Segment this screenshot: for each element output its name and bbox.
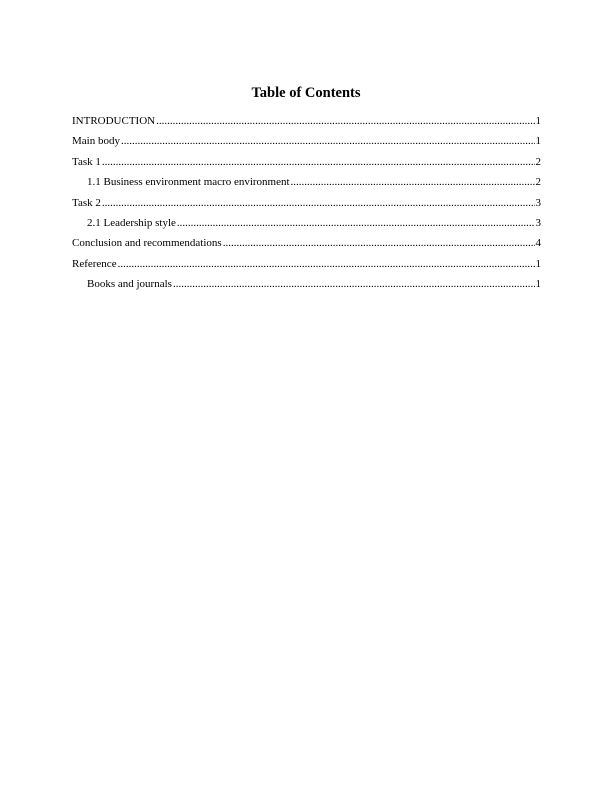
toc-entry-label: Conclusion and recommendations bbox=[72, 237, 222, 250]
toc-entry-page-number: 3 bbox=[535, 196, 541, 209]
toc-entry-label: Reference bbox=[72, 257, 117, 270]
dot-leader bbox=[102, 196, 535, 210]
toc-entry-label: 2.1 Leadership style bbox=[87, 216, 176, 229]
toc-entry-page-number: 4 bbox=[535, 237, 541, 250]
toc-entry-main-body[interactable] bbox=[72, 134, 541, 154]
dot-leader bbox=[102, 155, 535, 169]
toc-entry-conclusion[interactable] bbox=[72, 236, 541, 256]
toc-entry-business-environment[interactable] bbox=[72, 175, 541, 195]
toc-entry-leadership-style[interactable] bbox=[72, 216, 541, 236]
dot-leader bbox=[156, 114, 534, 128]
table-of-contents bbox=[72, 114, 541, 298]
dot-leader bbox=[177, 216, 535, 230]
toc-entry-page-number: 1 bbox=[535, 278, 541, 291]
dot-leader bbox=[118, 257, 535, 271]
toc-entry-page-number: 2 bbox=[535, 176, 541, 189]
toc-entry-page-number: 2 bbox=[535, 155, 541, 168]
dot-leader bbox=[173, 277, 535, 291]
dot-leader bbox=[291, 175, 535, 189]
dot-leader bbox=[223, 236, 535, 250]
toc-entry-reference[interactable] bbox=[72, 257, 541, 277]
toc-entry-page-number: 1 bbox=[535, 115, 541, 127]
toc-entry-page-number: 3 bbox=[535, 216, 541, 229]
toc-entry-page-number: 1 bbox=[535, 135, 541, 148]
toc-entry-label: Task 1 bbox=[72, 155, 101, 168]
toc-entry-label: 1.1 Business environment macro environment bbox=[87, 176, 290, 189]
toc-entry-label: INTRODUCTION bbox=[72, 115, 156, 127]
toc-entry-page-number: 1 bbox=[535, 257, 541, 270]
toc-entry-books-and-journals[interactable] bbox=[72, 277, 541, 297]
toc-title: Table of Contents bbox=[251, 85, 361, 101]
toc-entry-label: Main body bbox=[72, 135, 120, 148]
dot-leader bbox=[121, 134, 535, 148]
toc-entry-label: Books and journals bbox=[87, 278, 172, 291]
toc-entry-task-2[interactable] bbox=[72, 196, 541, 216]
toc-entry-label: Task 2 bbox=[72, 196, 101, 209]
toc-entry-task-1[interactable] bbox=[72, 155, 541, 175]
toc-entry-introduction[interactable] bbox=[72, 114, 541, 134]
